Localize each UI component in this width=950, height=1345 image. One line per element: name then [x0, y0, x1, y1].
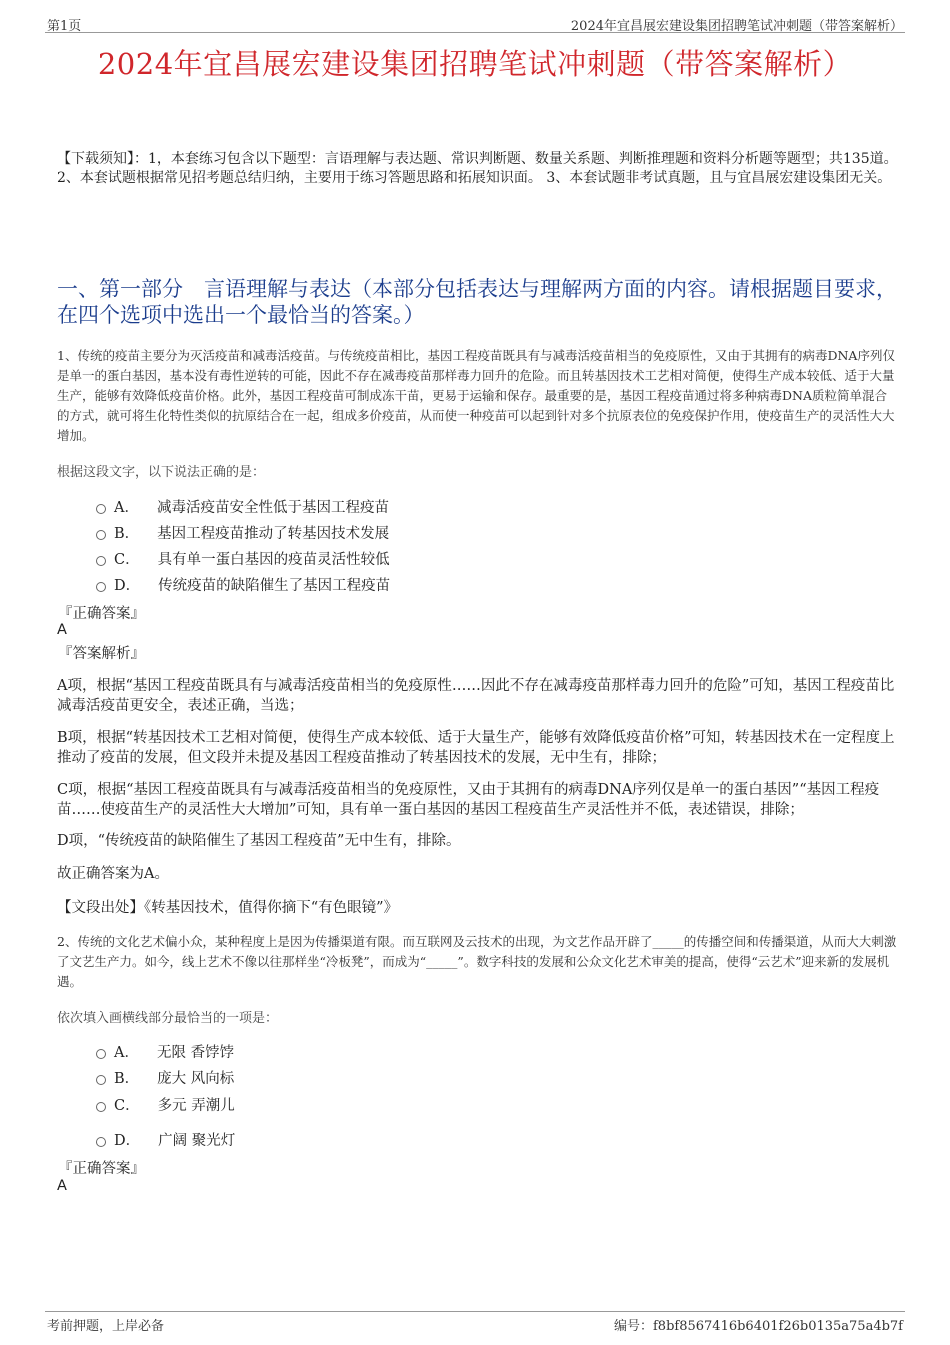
question-1-option-a[interactable]: [96, 496, 389, 516]
option-label: A．: [114, 1044, 139, 1061]
question-1-option-d[interactable]: [96, 574, 390, 594]
option-text: 广阔 聚光灯: [158, 1132, 236, 1149]
analysis-paragraph: D项，“传统疫苗的缺陷催生了基因工程疫苗”无中生有，排除。: [57, 833, 461, 849]
page-number: 第1页: [47, 19, 82, 34]
document-title: 2024年宜昌展宏建设集团招聘笔试冲刺题（带答案解析）: [97, 47, 853, 81]
question-2-text: 2、传统的文化艺术偏小众，某种程度上是因为传播渠道有限。而互联网及云技术的出现，为文艺作品开辟了_____的传播空间和传播渠道，从而大大刺激了文艺生产力。如今，线上艺术不像以往那样坐“冷板凳”，而成为“_____”。数字科技的发展和公众文化艺术审美的提高，使得“云艺术”迎来新的发展机遇。: [57, 934, 897, 989]
option-text: 基因工程疫苗推动了转基因技术发展: [157, 525, 390, 542]
analysis-paragraph: C项，根据“基因工程疫苗既具有与减毒活疫苗相当的免疫原性，又由于其拥有的病毒DNA序列仅是单一的蛋白基因”“基因工程疫苗……使疫苗生产的灵活性大大增加”可知，具有单一蛋白基因的基因工程疫苗生产灵活性并不低，表述错误，排除；: [57, 782, 880, 818]
analysis-source: 【文段出处】《转基因技术，值得你摘下“有色眼镜”》: [57, 900, 399, 916]
radio-icon[interactable]: [96, 1049, 106, 1059]
question-1-text: 1、传统的疫苗主要分为灭活疫苗和减毒活疫苗。与传统疫苗相比，基因工程疫苗既具有与减毒活疫苗相当的免疫原性，又由于其拥有的病毒DNA序列仅是单一的蛋白基因，基本没有毒性逆转的可能，因此不存在减毒疫苗那样毒力回升的危险。而且转基因技术工艺相对简便，使得生产成本较低、适于大量生产，能够有效降低疫苗价格。此外，基因工程疫苗可制成冻干苗，更易于运输和保存。最重要的是，基因工程疫苗通过将多种病毒DNA质粒简单混合的方式，就可将生化特性类似的抗原结合在一起，组成多价疫苗，从而使一种疫苗可以起到针对多个抗原表位的免疫保护作用，使疫苗生产的灵活性大大增加。: [57, 348, 895, 443]
question-2-option-d[interactable]: [96, 1129, 235, 1149]
analysis-conclusion: 故正确答案为A。: [57, 866, 169, 882]
option-text: 无限 香饽饽: [156, 1044, 235, 1061]
analysis-heading: 『答案解析』: [58, 646, 145, 662]
radio-icon[interactable]: [96, 582, 106, 592]
question-2-option-b[interactable]: [96, 1067, 234, 1087]
option-text: 多元 弄潮儿: [157, 1097, 235, 1114]
page-header: [45, 14, 905, 33]
option-label: A．: [114, 499, 139, 516]
option-label: D．: [114, 1132, 141, 1149]
header-doc-title: 2024年宜昌展宏建设集团招聘笔试冲刺题（带答案解析）: [570, 19, 903, 34]
question-2-option-a[interactable]: [96, 1041, 234, 1061]
option-label: C．: [114, 551, 140, 568]
radio-icon[interactable]: [96, 530, 106, 540]
option-text: 减毒活疫苗安全性低于基因工程疫苗: [156, 499, 389, 516]
option-text: 庞大 风向标: [157, 1070, 235, 1087]
radio-icon[interactable]: [96, 556, 106, 566]
option-text: 传统疫苗的缺陷催生了基因工程疫苗: [158, 577, 391, 594]
section-title: 一、第一部分 言语理解与表达（本部分包括表达与理解两方面的内容。请根据题目要求，在四个选项中选出一个最恰当的答案。）: [57, 277, 897, 327]
download-notice: 【下载须知】：1，本套练习包含以下题型：言语理解与表达题、常识判断题、数量关系题、判断推理题和资料分析题等题型；共135道。 2、本套试题根据常见招考题总结归纳，主要用于练习答题思路和拓展知识面。 3、本套试题非考试真题，且与宜昌展宏建设集团无关。: [57, 151, 898, 186]
radio-icon[interactable]: [96, 1137, 106, 1147]
correct-answer-value: A: [57, 1178, 67, 1194]
radio-icon[interactable]: [96, 504, 106, 514]
analysis-paragraph: B项，根据“转基因技术工艺相对简便，使得生产成本较低、适于大量生产，能够有效降低疫苗价格”可知，转基因技术在一定程度上推动了疫苗的发展，但文段并未提及基因工程疫苗推动了转基因技术的发展，无中生有，排除；: [57, 730, 895, 766]
page-footer: [45, 1311, 905, 1332]
question-2-prompt: 依次填入画横线部分最恰当的一项是：: [57, 1011, 279, 1026]
question-1-option-b[interactable]: [96, 522, 389, 542]
option-label: C．: [114, 1097, 140, 1114]
correct-answer-heading: 『正确答案』: [58, 1161, 145, 1177]
question-1-option-c[interactable]: [96, 548, 390, 568]
footer-slogan: 考前押题，上岸必备: [47, 1319, 165, 1334]
analysis-paragraph: A项，根据“基因工程疫苗既具有与减毒活疫苗相当的免疫原性……因此不存在减毒疫苗那样毒力回升的危险”可知，基因工程疫苗比减毒活疫苗更安全，表述正确，当选；: [57, 678, 895, 714]
correct-answer-heading: 『正确答案』: [58, 606, 145, 622]
option-label: D．: [114, 577, 141, 594]
question-1-prompt: 根据这段文字，以下说法正确的是：: [57, 465, 266, 480]
option-label: B．: [114, 1070, 140, 1087]
radio-icon[interactable]: [96, 1075, 106, 1085]
question-2-option-c[interactable]: [96, 1094, 235, 1114]
option-label: B．: [114, 525, 140, 542]
option-text: 具有单一蛋白基因的疫苗灵活性较低: [157, 551, 390, 568]
footer-doc-id: 编号：f8bf8567416b6401f26b0135a75a4b7f: [614, 1319, 903, 1334]
radio-icon[interactable]: [96, 1102, 106, 1112]
correct-answer-value: A: [57, 622, 67, 638]
